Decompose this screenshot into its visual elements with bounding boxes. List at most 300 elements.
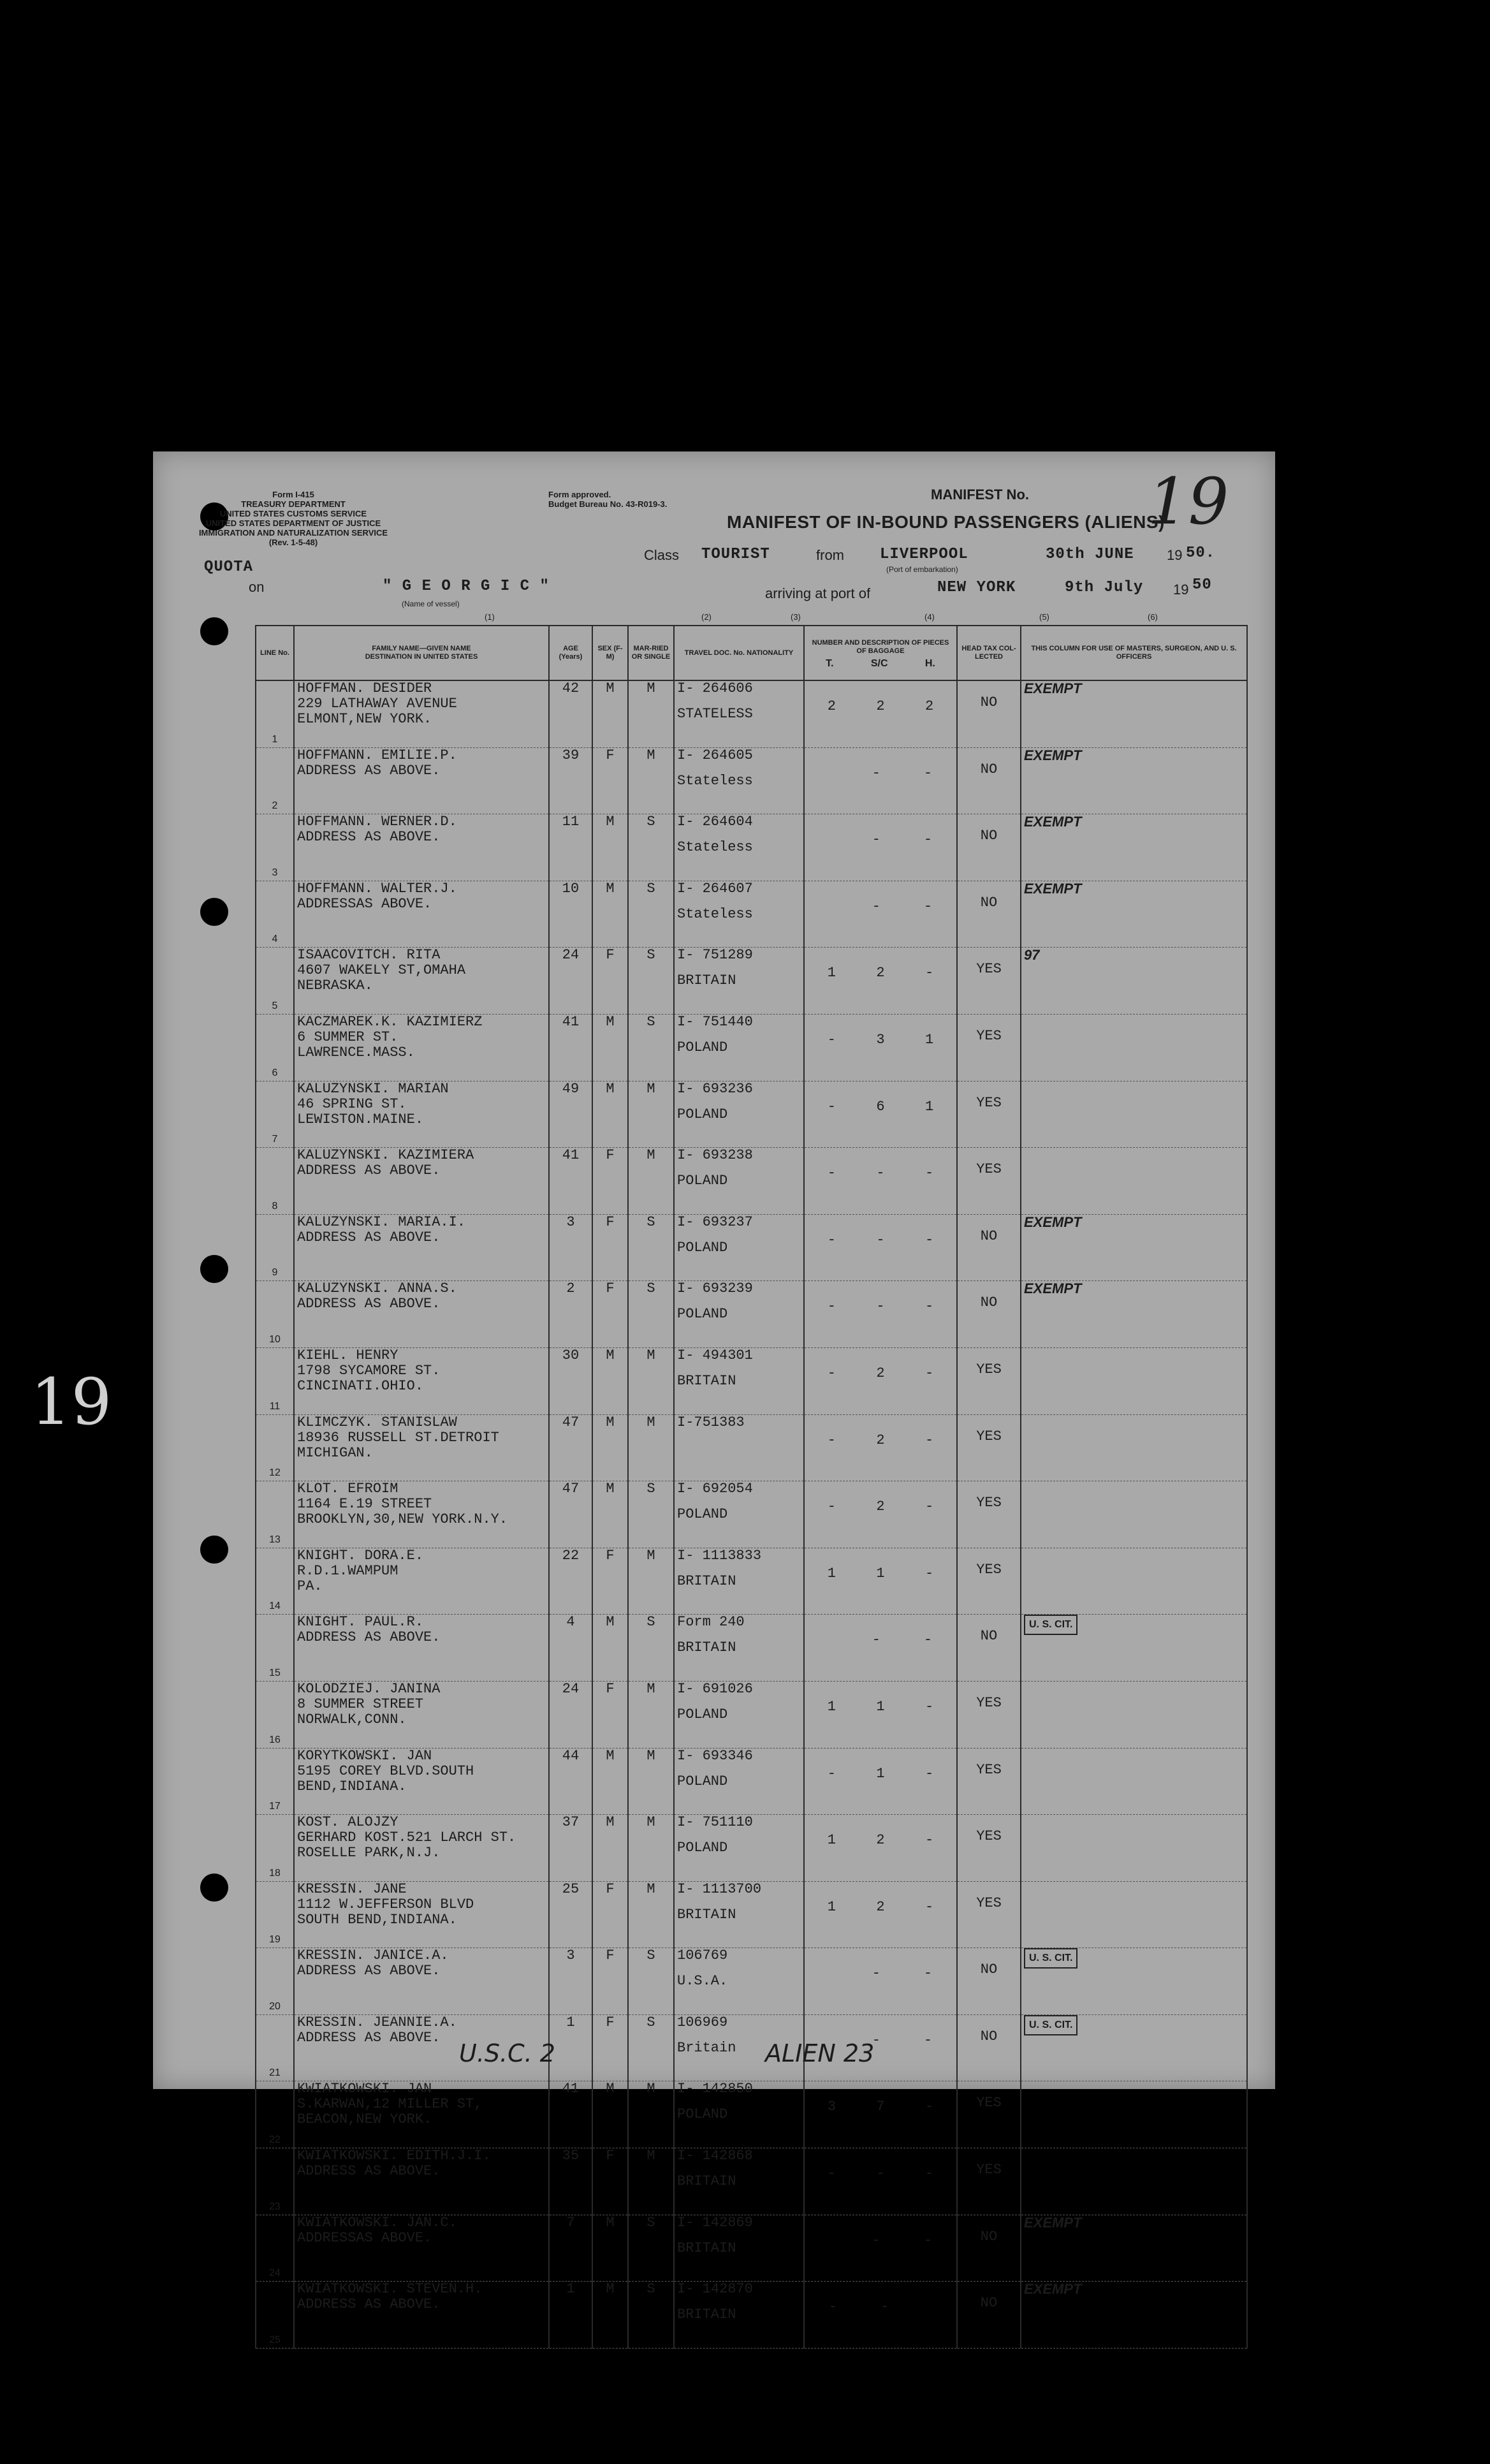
- table-row: [256, 2148, 1247, 2215]
- vessel-note: (Name of vessel): [402, 599, 460, 608]
- line-no: 19: [256, 1881, 294, 1948]
- nationality: BRITAIN: [677, 1573, 736, 1589]
- destination-line1: ADDRESS AS ABOVE.: [297, 1296, 441, 1312]
- travel-doc-cell: [674, 1548, 804, 1615]
- marital-status: M: [628, 1748, 674, 1815]
- passenger-name-cell: [294, 1548, 549, 1615]
- head-tax: YES: [957, 1548, 1021, 1615]
- line-no: 2: [256, 747, 294, 814]
- sex: F: [592, 948, 628, 1015]
- bag-sc: 2: [876, 698, 885, 714]
- line-no: 4: [256, 881, 294, 948]
- officer-remark: [1021, 1481, 1247, 1548]
- nationality: Stateless: [677, 906, 753, 922]
- head-tax: YES: [957, 1148, 1021, 1215]
- officer-remark: [1021, 2148, 1247, 2215]
- head-tax: YES: [957, 1481, 1021, 1548]
- baggage-cell: [804, 1881, 957, 1948]
- nationality: POLAND: [677, 1706, 728, 1722]
- passenger-name-cell: [294, 1414, 549, 1481]
- header-travel-doc: TRAVEL DOC. No. NATIONALITY: [674, 626, 804, 680]
- footer-alien: ALIEN 23: [765, 2039, 875, 2067]
- punch-hole: [200, 898, 228, 926]
- sex: M: [592, 1081, 628, 1148]
- bag-sc: -: [872, 765, 880, 781]
- bag-t: 3: [827, 2099, 836, 2115]
- bag-sc: 6: [876, 1098, 885, 1115]
- head-tax: YES: [957, 2148, 1021, 2215]
- bag-h: -: [925, 1298, 934, 1315]
- passenger-name: KRESSIN. JANICE.A.: [297, 1947, 449, 1964]
- passenger-name-cell: [294, 881, 549, 948]
- bag-sc: 2: [876, 1365, 885, 1381]
- baggage-cell: [804, 680, 957, 747]
- destination-line1: ADDRESS AS ABOVE.: [297, 1963, 441, 1979]
- bag-sc: 2: [876, 1432, 885, 1448]
- nationality: POLAND: [677, 1773, 728, 1789]
- bag-t: -: [827, 2166, 836, 2182]
- sex: M: [592, 1414, 628, 1481]
- passenger-table: [255, 625, 1248, 2349]
- bag-sc: 2: [876, 1499, 885, 1515]
- baggage-cell: [804, 948, 957, 1015]
- line-no: 8: [256, 1148, 294, 1215]
- sex: F: [592, 1881, 628, 1948]
- travel-doc-no: I- 693237: [677, 1214, 753, 1230]
- passenger-name: KNIGHT. DORA.E.: [297, 1547, 424, 1564]
- head-tax: NO: [957, 1281, 1021, 1348]
- travel-doc-cell: [674, 1815, 804, 1882]
- travel-doc-cell: [674, 1014, 804, 1081]
- passenger-name: KALUZYNSKI. ANNA.S.: [297, 1280, 457, 1297]
- baggage-cell: [804, 1281, 957, 1348]
- passenger-name-cell: [294, 1615, 549, 1682]
- travel-doc-no: I- 693238: [677, 1147, 753, 1164]
- baggage-cell: [804, 881, 957, 948]
- bag-sc: 1: [876, 1565, 885, 1581]
- age: 4: [549, 1615, 592, 1682]
- destination-line1: ADDRESS AS ABOVE.: [297, 1162, 441, 1179]
- head-tax: NO: [957, 2215, 1021, 2282]
- sex: M: [592, 1615, 628, 1682]
- marital-status: M: [628, 1548, 674, 1615]
- bag-t: -: [827, 1031, 836, 1048]
- passenger-name: KOST. ALOJZY: [297, 1814, 398, 1831]
- bag-sc: -: [876, 2166, 885, 2182]
- punch-hole: [200, 1255, 228, 1283]
- travel-doc-no: 106769: [677, 1947, 728, 1964]
- destination-line2: LEWISTON.MAINE.: [297, 1111, 424, 1127]
- table-row: [256, 1481, 1247, 1548]
- sex: M: [592, 1815, 628, 1882]
- travel-doc-cell: [674, 1347, 804, 1414]
- col-num: (6): [1148, 612, 1158, 622]
- marital-status: S: [628, 1615, 674, 1682]
- age: 41: [549, 1148, 592, 1215]
- bag-h: -: [925, 965, 934, 981]
- travel-doc-cell: [674, 2282, 804, 2349]
- nationality: POLAND: [677, 1039, 728, 1055]
- marital-status: S: [628, 1948, 674, 2015]
- nationality: BRITAIN: [677, 2173, 736, 2190]
- destination-line2: NORWALK,CONN.: [297, 1711, 407, 1727]
- line-no: 22: [256, 2081, 294, 2148]
- travel-doc-cell: [674, 747, 804, 814]
- passenger-name: KALUZYNSKI. MARIA.I.: [297, 1214, 466, 1230]
- table-row: [256, 2014, 1247, 2081]
- sex: M: [592, 2282, 628, 2349]
- head-tax: NO: [957, 747, 1021, 814]
- destination-line1: ADDRESSAS ABOVE.: [297, 895, 432, 912]
- header-baggage: NUMBER AND DESCRIPTION OF PIECES OF BAGGAGE T. S/C H.: [804, 626, 957, 680]
- officer-remark: [1021, 1815, 1247, 1882]
- officer-remark: EXEMPT: [1021, 680, 1247, 747]
- baggage-cell: [804, 2215, 957, 2282]
- punch-hole: [200, 1874, 228, 1902]
- age: 44: [549, 1748, 592, 1815]
- travel-doc-no: I- 693236: [677, 1080, 753, 1097]
- bag-sc: -: [872, 2232, 880, 2248]
- line-no: 21: [256, 2014, 294, 2081]
- bag-t: 1: [827, 1898, 836, 1915]
- form-approval: Form approved. Budget Bureau No. 43-R019-3.: [548, 490, 668, 509]
- line-no: 7: [256, 1081, 294, 1148]
- bag-h: 2: [925, 698, 934, 714]
- baggage-cell: [804, 1615, 957, 1682]
- officer-remark: [1021, 1548, 1247, 1615]
- destination-line2: SOUTH BEND,INDIANA.: [297, 1911, 457, 1928]
- head-tax: NO: [957, 2282, 1021, 2349]
- bag-h: -: [925, 2166, 934, 2182]
- officer-remark: EXEMPT: [1021, 1281, 1247, 1348]
- baggage-cell: [804, 1014, 957, 1081]
- marital-status: S: [628, 2014, 674, 2081]
- bag-t: -: [827, 1098, 836, 1115]
- bag-h: -: [925, 1365, 934, 1381]
- passenger-name-cell: [294, 680, 549, 747]
- travel-doc-no: I- 142868: [677, 2148, 753, 2164]
- marital-status: S: [628, 2282, 674, 2349]
- table-row: [256, 948, 1247, 1015]
- head-tax: NO: [957, 881, 1021, 948]
- travel-doc-no: I- 751110: [677, 1814, 753, 1831]
- baggage-cell: [804, 2282, 957, 2349]
- header-married: MAR-RIED OR SINGLE: [628, 626, 674, 680]
- line-no: 20: [256, 1948, 294, 2015]
- travel-doc-cell: [674, 2081, 804, 2148]
- bag-sc: -: [872, 898, 880, 914]
- baggage-cell: [804, 1815, 957, 1882]
- officer-remark: U. S. CIT.: [1021, 1948, 1247, 2015]
- sex: M: [592, 2215, 628, 2282]
- line-no: 3: [256, 814, 294, 881]
- table-row: [256, 2282, 1247, 2349]
- sex: F: [592, 2148, 628, 2215]
- baggage-cell: [804, 1214, 957, 1281]
- vessel-name: " G E O R G I C ": [383, 578, 550, 595]
- travel-doc-no: I- 264604: [677, 814, 753, 830]
- travel-doc-no: 106969: [677, 2014, 728, 2030]
- passenger-name: KWIATKOWSKI. JAN: [297, 2081, 432, 2097]
- officer-remark: EXEMPT: [1021, 2282, 1247, 2349]
- passenger-name: KALUZYNSKI. KAZIMIERA: [297, 1147, 474, 1164]
- officer-remark: [1021, 1748, 1247, 1815]
- passenger-name-cell: [294, 1014, 549, 1081]
- column-numbers: [153, 612, 1275, 625]
- sex: F: [592, 2014, 628, 2081]
- travel-doc-cell: [674, 1881, 804, 1948]
- sex: M: [592, 1481, 628, 1548]
- bag-h: 1: [925, 1098, 934, 1115]
- travel-doc-no: I- 142869: [677, 2214, 753, 2231]
- passenger-name-cell: [294, 2215, 549, 2282]
- table-row: [256, 2215, 1247, 2282]
- destination-line2: ROSELLE PARK,N.J.: [297, 1845, 441, 1861]
- officer-remark: [1021, 1014, 1247, 1081]
- head-tax: NO: [957, 1615, 1021, 1682]
- bag-t-label: T.: [826, 657, 834, 669]
- destination-line1: 18936 RUSSELL ST.DETROIT: [297, 1429, 499, 1446]
- travel-doc-cell: [674, 1148, 804, 1215]
- marital-status: M: [628, 1414, 674, 1481]
- destination-line2: CINCINATI.OHIO.: [297, 1377, 424, 1394]
- line-no: 12: [256, 1414, 294, 1481]
- age: 25: [549, 1881, 592, 1948]
- marital-status: M: [628, 1881, 674, 1948]
- sex: M: [592, 1014, 628, 1081]
- passenger-name: KWIATKOWSKI. EDITH.J.I.: [297, 2148, 491, 2164]
- destination-line1: ADDRESSAS ABOVE.: [297, 2229, 432, 2246]
- passenger-name: KORYTKOWSKI. JAN: [297, 1747, 432, 1764]
- passenger-name: KALUZYNSKI. MARIAN: [297, 1080, 449, 1097]
- age: 35: [549, 2148, 592, 2215]
- head-tax: YES: [957, 1748, 1021, 1815]
- marital-status: M: [628, 1681, 674, 1748]
- bag-h: -: [925, 1499, 934, 1515]
- bag-t: -: [827, 1499, 836, 1515]
- nationality: POLAND: [677, 1506, 728, 1523]
- header-age: AGE (Years): [549, 626, 592, 680]
- bag-h: -: [925, 1765, 934, 1782]
- bag-sc: 7: [876, 2099, 885, 2115]
- travel-doc-no: I- 142850: [677, 2081, 753, 2097]
- officer-remark: U. S. CIT.: [1021, 1615, 1247, 1682]
- nationality: BRITAIN: [677, 1906, 736, 1923]
- passenger-name-cell: [294, 1148, 549, 1215]
- destination-line2: ELMONT,NEW YORK.: [297, 711, 432, 727]
- destination-line1: ADDRESS AS ABOVE.: [297, 1629, 441, 1646]
- passenger-name-cell: [294, 1347, 549, 1414]
- officer-remark: 97: [1021, 948, 1247, 1015]
- passenger-name-cell: [294, 1881, 549, 1948]
- nationality: POLAND: [677, 1306, 728, 1323]
- passenger-name-cell: [294, 1748, 549, 1815]
- travel-doc-no: I- 494301: [677, 1347, 753, 1363]
- bag-t: -: [827, 1765, 836, 1782]
- officer-remark: [1021, 1148, 1247, 1215]
- nationality: Stateless: [677, 772, 753, 789]
- marital-status: M: [628, 1815, 674, 1882]
- bag-sc: 3: [876, 1031, 885, 1048]
- arrival-year: 50: [1192, 576, 1212, 594]
- head-tax: NO: [957, 1214, 1021, 1281]
- col-num: (1): [485, 612, 495, 622]
- passenger-name-cell: [294, 2081, 549, 2148]
- destination-line2: MICHIGAN.: [297, 1444, 373, 1461]
- destination-line1: ADDRESS AS ABOVE.: [297, 2163, 441, 2180]
- bag-sc: -: [872, 1632, 880, 1648]
- bag-sc: -: [876, 1231, 885, 1248]
- baggage-cell: [804, 2148, 957, 2215]
- embark-note: (Port of embarkation): [886, 565, 958, 574]
- passenger-name-cell: [294, 948, 549, 1015]
- travel-doc-cell: [674, 2215, 804, 2282]
- passenger-name-cell: [294, 747, 549, 814]
- baggage-cell: [804, 1748, 957, 1815]
- bag-h: -: [923, 898, 933, 914]
- nationality: BRITAIN: [677, 2240, 736, 2256]
- travel-doc-no: I- 1113700: [677, 1881, 762, 1897]
- nationality: Stateless: [677, 839, 753, 856]
- bag-sc: 2: [876, 1832, 885, 1849]
- baggage-cell: [804, 1948, 957, 2015]
- marital-status: M: [628, 2081, 674, 2148]
- marital-status: M: [628, 680, 674, 747]
- nationality: POLAND: [677, 1173, 728, 1189]
- footer-usc: U.S.C. 2: [459, 2039, 555, 2067]
- nationality: POLAND: [677, 2106, 728, 2123]
- line-no: 25: [256, 2282, 294, 2349]
- destination-line1: ADDRESS AS ABOVE.: [297, 1229, 441, 1245]
- travel-doc-no: I- 264607: [677, 880, 753, 897]
- bag-h: -: [923, 2232, 933, 2248]
- bag-t: -: [828, 2299, 838, 2315]
- travel-doc-cell: [674, 1615, 804, 1682]
- manifest-no-value: 19: [1148, 464, 1229, 539]
- bag-sc: -: [872, 832, 880, 848]
- sex: M: [592, 2081, 628, 2148]
- age: 47: [549, 1414, 592, 1481]
- travel-doc-no: I- 1113833: [677, 1547, 762, 1564]
- col-num: (2): [701, 612, 712, 622]
- destination-line2: BROOKLYN,30,NEW YORK.N.Y.: [297, 1511, 508, 1528]
- col-num: (3): [791, 612, 801, 622]
- baggage-cell: [804, 1081, 957, 1148]
- bag-t: 1: [827, 1832, 836, 1849]
- nationality: POLAND: [677, 1840, 728, 1856]
- table-row: [256, 1948, 1247, 2015]
- bag-sc-label: S/C: [870, 657, 888, 669]
- baggage-cell: [804, 747, 957, 814]
- passenger-name-cell: [294, 1681, 549, 1748]
- travel-doc-no: Form 240: [677, 1614, 745, 1631]
- passenger-name: KWIATKOWSKI. STEVEN.H.: [297, 2281, 483, 2298]
- bag-h-label: H.: [924, 657, 935, 669]
- nationality: POLAND: [677, 1106, 728, 1122]
- travel-doc-no: I- 751289: [677, 947, 753, 964]
- travel-doc-no: I- 693239: [677, 1280, 753, 1297]
- age: 2: [549, 1281, 592, 1348]
- baggage-cell: [804, 1414, 957, 1481]
- destination-line1: 229 LATHAWAY AVENUE: [297, 696, 457, 712]
- passenger-name-cell: [294, 1081, 549, 1148]
- age: 3: [549, 1948, 592, 2015]
- sex: M: [592, 1347, 628, 1414]
- line-no: 10: [256, 1281, 294, 1348]
- passenger-name: HOFFMANN. EMILIE.P.: [297, 747, 457, 763]
- travel-doc-no: I- 142870: [677, 2281, 753, 2298]
- destination-line1: ADDRESS AS ABOVE.: [297, 2029, 441, 2046]
- travel-doc-cell: [674, 948, 804, 1015]
- table-row: [256, 680, 1247, 747]
- nationality: STATELESS: [677, 706, 753, 722]
- age: 1: [549, 2014, 592, 2081]
- age: 41: [549, 2081, 592, 2148]
- age: 30: [549, 1347, 592, 1414]
- age: 39: [549, 747, 592, 814]
- class-label: Class: [644, 547, 680, 563]
- travel-doc-cell: [674, 1081, 804, 1148]
- destination-line1: ADDRESS AS ABOVE.: [297, 2296, 441, 2313]
- line-no: 17: [256, 1748, 294, 1815]
- passenger-name-cell: [294, 1815, 549, 1882]
- passenger-name: KRESSIN. JEANNIE.A.: [297, 2014, 457, 2030]
- nationality: BRITAIN: [677, 972, 736, 989]
- travel-doc-cell: [674, 2148, 804, 2215]
- on-label: on: [249, 579, 265, 595]
- line-no: 6: [256, 1014, 294, 1081]
- passenger-name: ISAACOVITCH. RITA: [297, 947, 441, 964]
- sex: F: [592, 1281, 628, 1348]
- bag-sc: 2: [876, 965, 885, 981]
- officer-remark: [1021, 1081, 1247, 1148]
- head-tax: YES: [957, 948, 1021, 1015]
- table-row: [256, 1148, 1247, 1215]
- officer-remark: [1021, 2081, 1247, 2148]
- bag-h: -: [923, 1965, 933, 1982]
- header-head-tax: HEAD TAX COL-LECTED: [957, 626, 1021, 680]
- arrival-year-prefix: 19: [1173, 582, 1189, 598]
- baggage-cell: [804, 1681, 957, 1748]
- travel-doc-no: I- 751440: [677, 1013, 753, 1030]
- port-value: NEW YORK: [937, 579, 1016, 596]
- marital-status: S: [628, 1481, 674, 1548]
- age: 41: [549, 1014, 592, 1081]
- travel-doc-cell: [674, 1414, 804, 1481]
- destination-line1: S.KARWAN,12 MILLER ST,: [297, 2096, 483, 2113]
- punch-hole: [200, 1536, 228, 1564]
- header-name: FAMILY NAME—GIVEN NAME DESTINATION IN UNITED STATES: [294, 626, 549, 680]
- depart-year: 50.: [1186, 545, 1216, 562]
- line-no: 1: [256, 680, 294, 747]
- age: 10: [549, 881, 592, 948]
- table-row: [256, 1615, 1247, 1682]
- table-row: [256, 1881, 1247, 1948]
- passenger-name: KLIMCZYK. STANISLAW: [297, 1414, 457, 1430]
- table-row: [256, 814, 1247, 881]
- destination-line2: BEND,INDIANA.: [297, 1778, 407, 1794]
- destination-line1: ADDRESS AS ABOVE.: [297, 829, 441, 846]
- class-value: TOURIST: [701, 546, 770, 563]
- passenger-name-cell: [294, 814, 549, 881]
- head-tax: YES: [957, 1881, 1021, 1948]
- line-no: 15: [256, 1615, 294, 1682]
- depart-date: 30th JUNE: [1046, 546, 1134, 563]
- bag-h: -: [925, 1898, 934, 1915]
- table-row: [256, 881, 1247, 948]
- travel-doc-cell: [674, 1748, 804, 1815]
- bag-h: -: [923, 2032, 933, 2048]
